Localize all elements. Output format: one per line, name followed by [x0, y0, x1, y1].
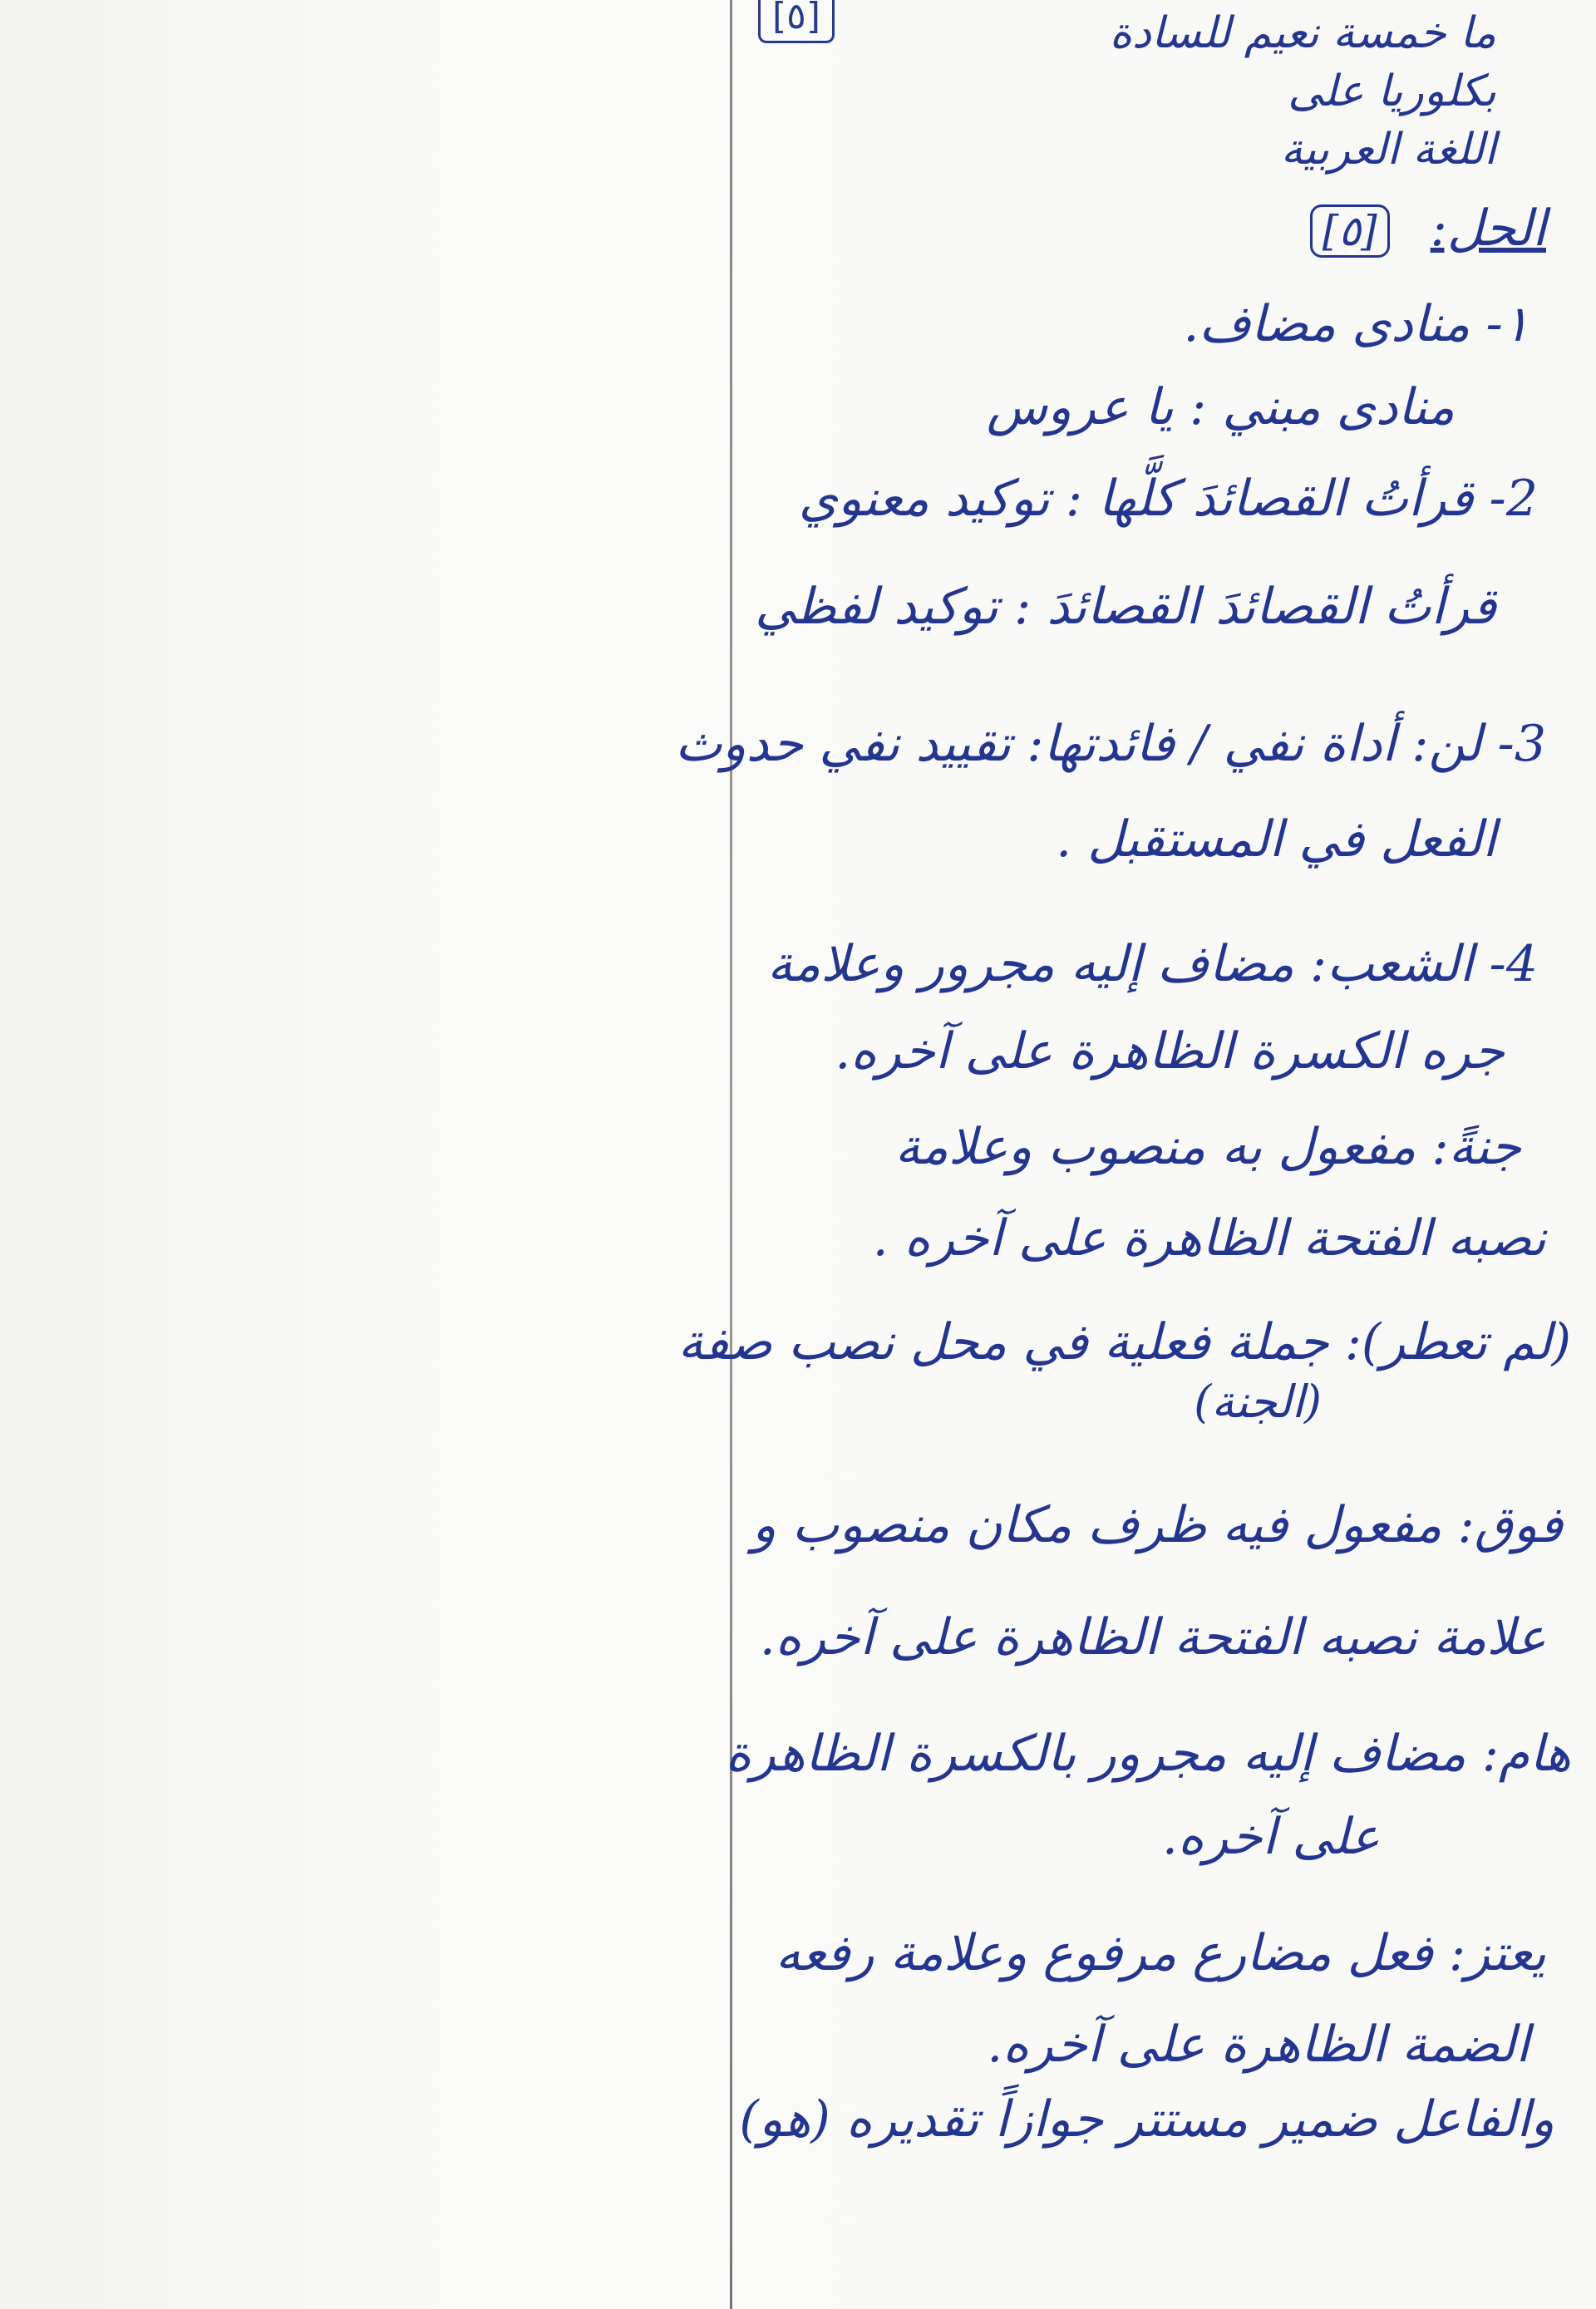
- answer-line: جنةً: مفعول به منصوب وعلامة: [894, 1118, 1521, 1176]
- page-number: [٥]: [758, 0, 835, 43]
- answer-line: فوق: مفعول فيه ظرف مكان منصوب و: [751, 1496, 1563, 1554]
- answer-line: هام: مضاف إليه مجرور بالكسرة الظاهرة: [725, 1725, 1571, 1783]
- answer-line: الضمة الظاهرة على آخره.: [987, 2016, 1530, 2074]
- answer-line: الفعل في المستقبل .: [1056, 810, 1496, 869]
- answer-line: والفاعل ضمير مستتر جوازاً تقديره (هو): [739, 2090, 1554, 2149]
- answer-line: قرأتُ القصائدَ القصائدَ : توكيد لفظي: [755, 578, 1496, 636]
- answer-line: (الجنة): [1194, 1376, 1322, 1428]
- question-line-3: اللغة العربية: [1280, 125, 1496, 175]
- solution-number-box: [٥]: [1310, 204, 1390, 258]
- solution-label: الحل:: [1430, 199, 1546, 258]
- answer-line: ١- منادى مضاف.: [1183, 295, 1530, 353]
- answer-line: (لم تعطر): جملة فعلية في محل نصب صفة: [677, 1313, 1571, 1371]
- answer-line: منادى مبني : يا عروس: [986, 378, 1455, 436]
- answer-line: نصبه الفتحة الظاهرة على آخره .: [872, 1209, 1546, 1268]
- answer-line: 3- لن: أداة نفي / فائدتها: تقييد نفي حدوث: [675, 715, 1546, 773]
- question-line-2: بكلوريا على: [1288, 66, 1496, 116]
- answer-line: 4- الشعب: مضاف إليه مجرور وعلامة: [766, 935, 1538, 993]
- answer-line: يعتز: فعل مضارع مرفوع وعلامة رفعه: [775, 1924, 1546, 1982]
- answer-line: 2- قرأتُ القصائدَ كلَّها : توكيد معنوي: [798, 470, 1538, 528]
- answer-line: جره الكسرة الظاهرة على آخره.: [835, 1022, 1505, 1081]
- answer-line: علامة نصبه الفتحة الظاهرة على آخره.: [759, 1608, 1546, 1667]
- answer-line: على آخره.: [1161, 1808, 1380, 1866]
- solution-heading: [1310, 199, 1546, 258]
- page-fold-line: [730, 0, 732, 2309]
- question-line-1: ما خمسة نعيم للسادة: [1109, 8, 1496, 58]
